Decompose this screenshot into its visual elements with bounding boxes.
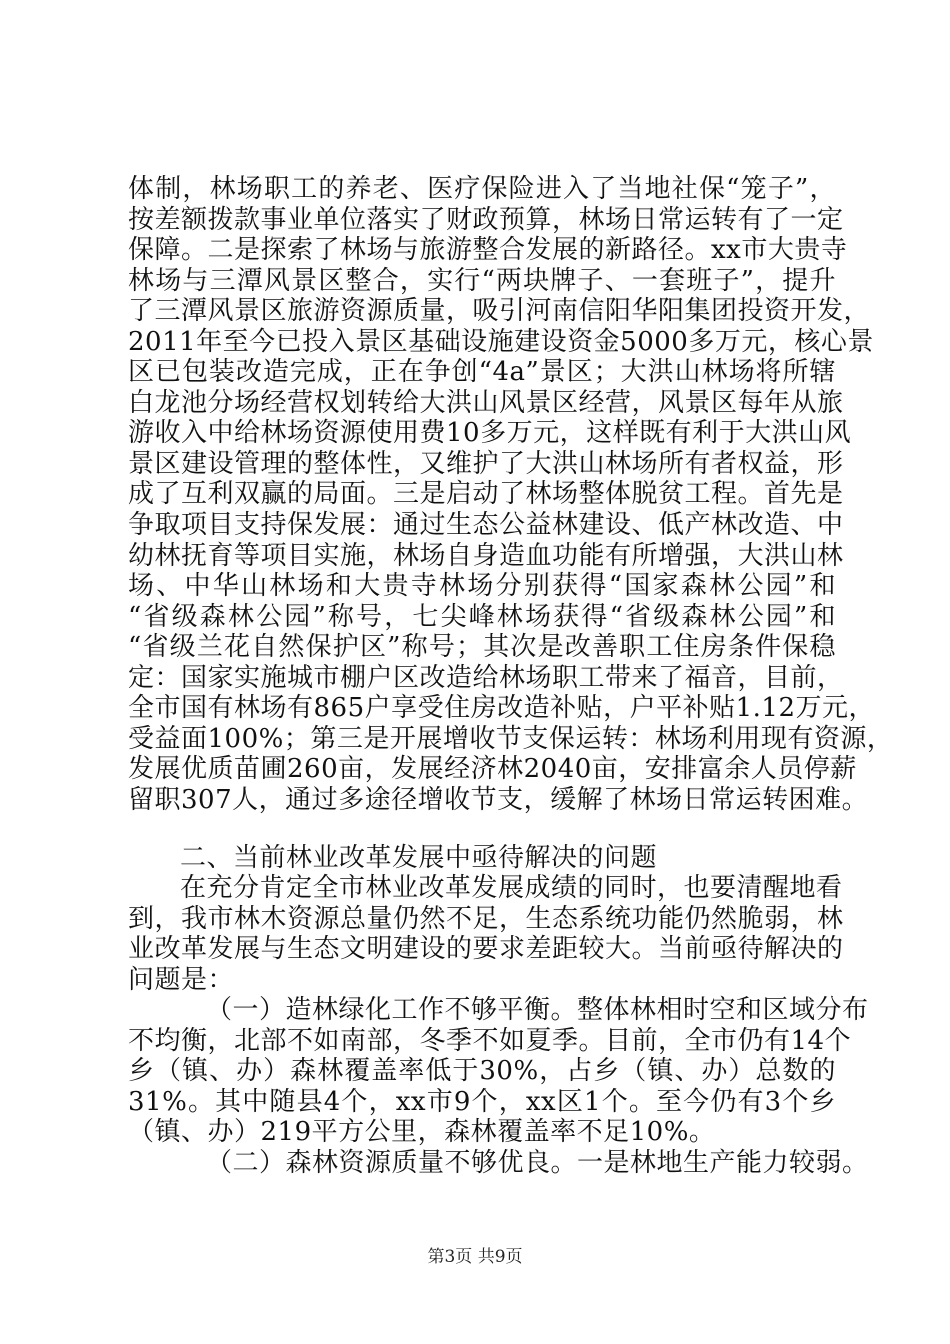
body-text-line: 了三潭风景区旅游资源质量，吸引河南信阳华阳集团投资开发， (128, 296, 871, 327)
body-text-line: 林场与三潭风景区整合，实行“两块牌子、一套班子”，提升 (128, 265, 836, 296)
body-text-line: 定：国家实施城市棚户区改造给林场职工带来了福音，目前， (128, 662, 844, 693)
body-text-line: 游收入中给林场资源使用费10多万元，这样既有利于大洪山风 (128, 418, 852, 449)
body-text-line: 区已包装改造完成，正在争创“4a”景区；大洪山林场将所辖 (128, 357, 836, 388)
body-text-line: 争取项目支持保发展：通过生态公益林建设、低产林改造、中 (128, 510, 844, 541)
body-text-line: “省级兰花自然保护区”称号；其次是改善职工住房条件保稳 (128, 632, 836, 663)
body-text-line: 业改革发展与生态文明建设的要求差距较大。当前亟待解决的 (128, 934, 844, 965)
body-text-line: 白龙池分场经营权划转给大洪山风景区经营，风景区每年从旅 (128, 387, 844, 418)
body-text-line: 到，我市林木资源总量仍然不足，生态系统功能仍然脆弱，林 (128, 903, 844, 934)
body-text-line: 受益面100%；第三是开展增收节支保运转：林场利用现有资源， (128, 723, 894, 754)
body-text-line: （镇、办）219平方公里，森林覆盖率不足10%。 (128, 1117, 716, 1148)
body-text-line: 问题是： (128, 964, 235, 995)
body-text-line: 31%。其中随县4个，xx市9个，xx区1个。至今仍有3个乡 (128, 1086, 836, 1117)
body-text-line: 保障。二是探索了林场与旅游整合发展的新路径。xx市大贵寺 (128, 235, 848, 266)
body-text-line: 2011年至今已投入景区基础设施建设资金5000多万元，核心景 (128, 326, 874, 357)
body-text-line: 乡（镇、办）森林覆盖率低于30%，占乡（镇、办）总数的 (128, 1056, 836, 1087)
body-text-line: （一）造林绿化工作不够平衡。整体林相时空和区域分布 (206, 995, 869, 1026)
body-text-line: 成了互利双赢的局面。三是启动了林场整体脱贫工程。首先是 (128, 479, 844, 510)
body-text-line: 全市国有林场有865户享受住房改造补贴，户平补贴1.12万元， (128, 693, 876, 724)
section-heading: 二、当前林业改革发展中亟待解决的问题 (180, 842, 658, 873)
body-text-line: “省级森林公园”称号，七尖峰林场获得“省级森林公园”和 (128, 601, 836, 632)
body-text-line: （二）森林资源质量不够优良。一是林地生产能力较弱。 (206, 1148, 869, 1178)
body-text-line: 按差额拨款事业单位落实了财政预算，林场日常运转有了一定 (128, 204, 844, 235)
body-text-line: 景区建设管理的整体性，又维护了大洪山林场所有者权益，形 (128, 448, 844, 479)
body-text-line: 幼林抚育等项目实施，林场自身造血功能有所增强，大洪山林 (128, 540, 844, 571)
body-text-line: 场、中华山林场和大贵寺林场分别获得“国家森林公园”和 (128, 571, 836, 602)
body-text-line: 体制，林场职工的养老、医疗保险进入了当地社保“笼子”， (128, 174, 836, 204)
body-text-line: 不均衡，北部不如南部，冬季不如夏季。目前，全市仍有14个 (128, 1025, 852, 1056)
page-number-footer: 第3页 共9页 (427, 1247, 523, 1267)
body-text-line: 留职307人，通过多途径增收节支，缓解了林场日常运转困难。 (128, 784, 869, 815)
body-text-line: 发展优质苗圃260亩，发展经济林2040亩，安排富余人员停薪 (128, 754, 857, 785)
body-text-line: 在充分肯定全市林业改革发展成绩的同时，也要清醒地看 (180, 873, 843, 904)
